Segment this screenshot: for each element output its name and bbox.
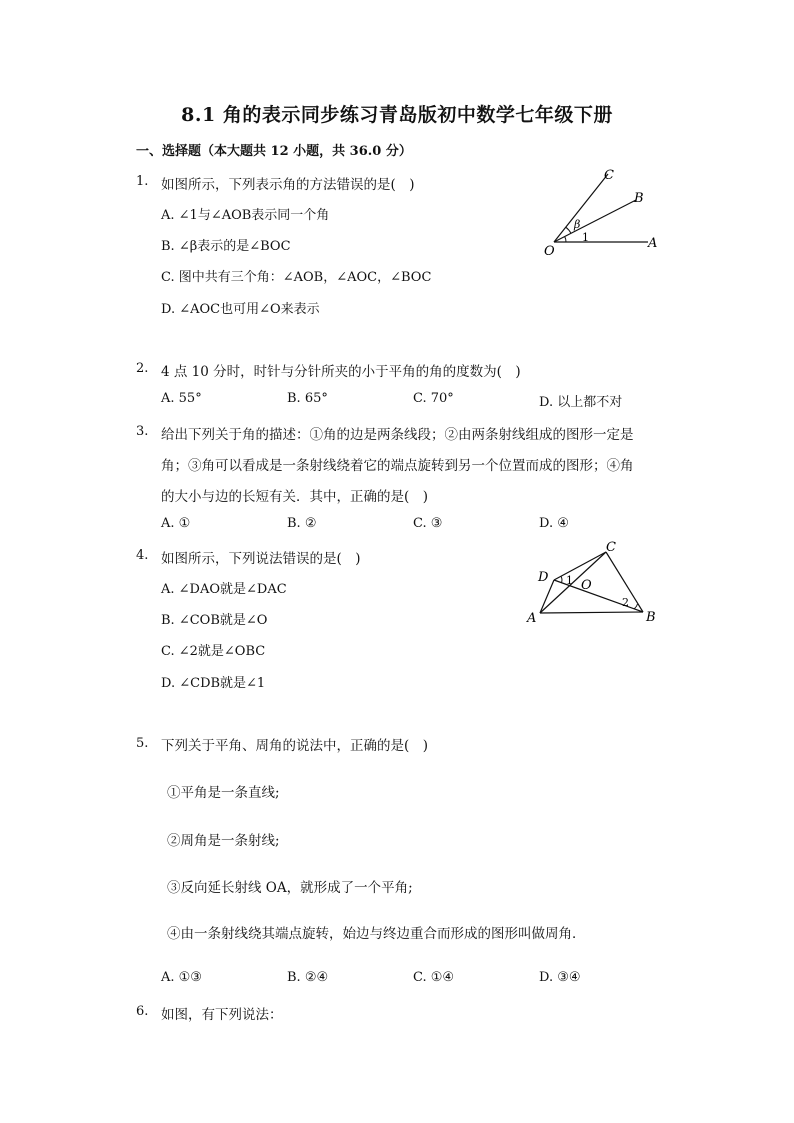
question-2-stem: 4 点 10 分时，时针与分针所夹的小于平角的角的度数为( ): [161, 364, 521, 380]
question-2-option-c: C. 70°: [413, 391, 454, 406]
diagonal-ac: [540, 552, 606, 613]
question-2-number: 2.: [136, 361, 149, 376]
question-5-statement-4: ④由一条射线绕其端点旋转，始边与终边重合而形成的图形叫做周角．: [167, 926, 586, 942]
section-heading: 一、选择题（本大题共 12 小题，共 36.0 分）: [136, 144, 412, 159]
question-5-number: 5.: [136, 736, 149, 751]
label-2: 2: [622, 596, 629, 609]
question-6-stem: 如图，有下列说法：: [161, 1007, 283, 1023]
question-5-statement-2: ②周角是一条射线;: [167, 833, 280, 849]
question-1-option-b: B. ∠β表示的是∠BOC: [161, 239, 291, 254]
question-1-option-c: C. 图中共有三个角：∠AOB，∠AOC，∠BOC: [161, 270, 432, 285]
question-3-line-3: 的大小与边的长短有关．其中，正确的是( ): [161, 489, 429, 505]
question-4-option-c: C. ∠2就是∠OBC: [161, 644, 266, 659]
question-4-stem: 如图所示，下列说法错误的是( ): [161, 551, 361, 567]
ray-oc: [554, 174, 608, 242]
label-b: B: [634, 191, 644, 206]
question-5-statement-1: ①平角是一条直线;: [167, 785, 280, 801]
question-2-option-b: B. 65°: [287, 391, 328, 406]
question-3-option-a: A. ①: [161, 516, 191, 531]
question-5-stem: 下列关于平角、周角的说法中，正确的是( ): [161, 738, 429, 754]
question-2-option-a: A. 55°: [161, 391, 202, 406]
page-title: 8.1 角的表示同步练习青岛版初中数学七年级下册: [181, 104, 613, 126]
question-3-line-1: 给出下列关于角的描述：①角的边是两条线段；②由两条射线组成的图形一定是: [161, 427, 634, 443]
angle-arc-1: [565, 237, 566, 243]
question-4-option-d: D. ∠CDB就是∠1: [161, 676, 266, 691]
question-3-option-c: C. ③: [413, 516, 443, 531]
question-4-figure: [520, 535, 670, 635]
question-5-option-b: B. ②④: [287, 970, 329, 985]
question-5-option-a: A. ①③: [161, 970, 202, 985]
question-1-option-a: A. ∠1与∠AOB表示同一个角: [161, 208, 330, 223]
label-o: O: [544, 244, 555, 259]
question-2-option-d: D. 以上都不对: [539, 395, 623, 410]
label-b: B: [646, 610, 656, 625]
question-1-option-d: D. ∠AOC也可用∠O来表示: [161, 302, 320, 317]
question-4-option-a: A. ∠DAO就是∠DAC: [161, 582, 287, 597]
question-3-line-2: 角；③角可以看成是一条射线绕着它的端点旋转到另一个位置而成的图形；④角: [161, 458, 634, 474]
label-c: C: [604, 168, 614, 183]
label-o: O: [581, 578, 592, 593]
question-1-number: 1.: [136, 174, 149, 189]
label-beta: β: [574, 218, 581, 231]
label-a: A: [648, 236, 658, 251]
angle-arc-2: [634, 604, 638, 609]
label-1: 1: [582, 231, 589, 244]
question-4-number: 4.: [136, 548, 149, 563]
label-c: C: [606, 540, 616, 555]
angle-arc-1: [561, 576, 562, 582]
question-5-statement-3: ③反向延长射线 OA，就形成了一个平角;: [167, 880, 413, 896]
angle-arc-beta: [566, 227, 571, 233]
question-5-option-d: D. ③④: [539, 970, 581, 985]
label-1: 1: [566, 574, 573, 587]
question-1-figure: [530, 160, 670, 260]
label-a: A: [527, 611, 537, 626]
question-1-stem: 如图所示，下列表示角的方法错误的是( ): [161, 177, 415, 193]
question-3-number: 3.: [136, 424, 149, 439]
label-d: D: [538, 570, 549, 585]
question-3-option-b: B. ②: [287, 516, 317, 531]
ray-ob: [554, 200, 636, 242]
question-5-option-c: C. ①④: [413, 970, 455, 985]
segment-ab: [540, 612, 643, 613]
question-3-option-d: D. ④: [539, 516, 569, 531]
question-4-option-b: B. ∠COB就是∠O: [161, 613, 268, 628]
question-6-number: 6.: [136, 1004, 149, 1019]
